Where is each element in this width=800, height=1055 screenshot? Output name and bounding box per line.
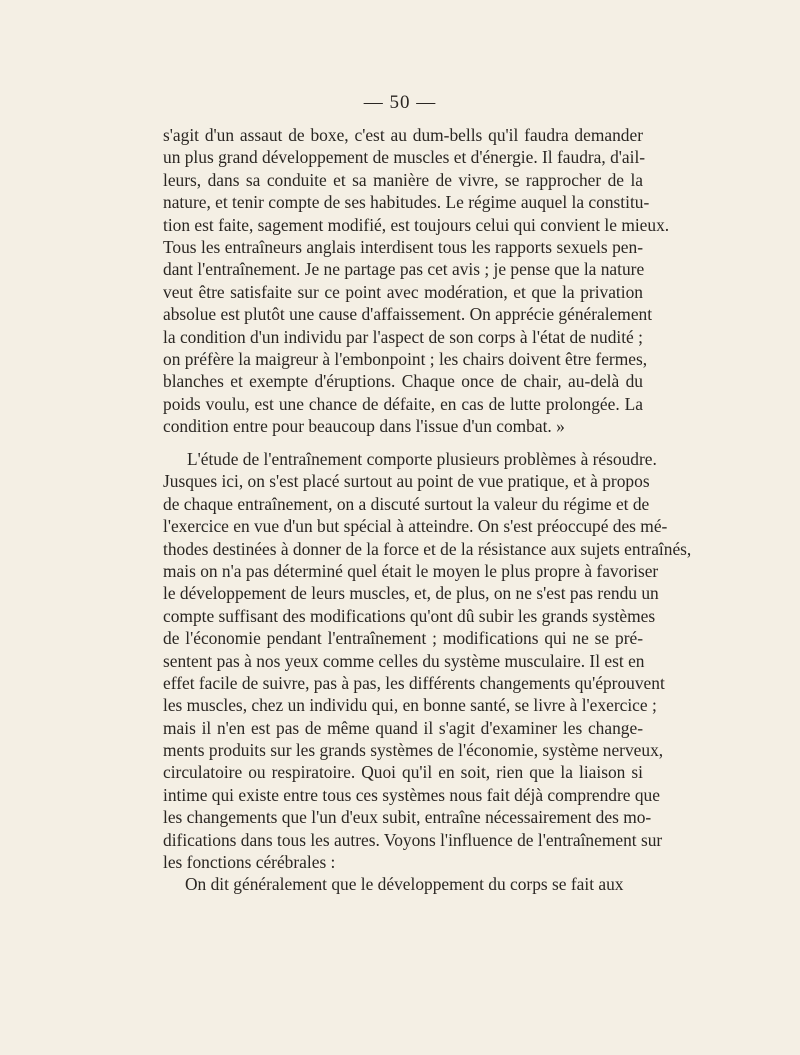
text-line: blanches et exempte d'éruptions. Chaque once de chair, au-delà du [163, 371, 643, 392]
paragraph-1 [163, 124, 670, 437]
text-line: absolue est plutôt une cause d'affaissement. On apprécie généralement [163, 304, 653, 325]
text-line: un plus grand développement de muscles et d'énergie. Il faudra, d'ail- [163, 147, 646, 168]
text-line: le développement de leurs muscles, et, de plus, on ne s'est pas rendu un [163, 583, 659, 604]
text-line: L'étude de l'entraînement comporte plusieurs problèmes à résoudre. [187, 449, 657, 469]
text-line: s'agit d'un assaut de boxe, c'est au dum-bells qu'il faudra demander [163, 125, 643, 145]
text-line: sentent pas à nos yeux comme celles du système musculaire. Il est en [163, 650, 645, 671]
text-line: les changements que l'un d'eux subit, entraîne nécessairement des mo- [163, 807, 652, 828]
text-line: compte suffisant des modifications qu'ont dû subir les grands systèmes [163, 605, 656, 626]
text-line: l'exercice en vue d'un but spécial à atteindre. On s'est préoccupé des mé- [163, 516, 668, 537]
text-line: les fonctions cérébrales : [163, 852, 336, 873]
text-line: leurs, dans sa conduite et sa manière de vivre, se rapprocher de la [163, 169, 643, 190]
text-line: nature, et tenir compte de ses habitudes. Le régime auquel la constitu- [163, 192, 650, 213]
text-line: ments produits sur les grands systèmes de l'économie, système nerveux, [163, 740, 664, 761]
text-line: thodes destinées à donner de la force et de la résistance aux sujets entraînés, [163, 538, 692, 559]
text-line: la condition d'un individu par l'aspect de son corps à l'état de nudité ; [163, 326, 643, 347]
text-line: Tous les entraîneurs anglais interdisent tous les rapports sexuels pen- [163, 236, 643, 257]
text-line: On dit généralement que le développement du corps se fait aux [185, 874, 624, 895]
text-line: condition entre pour beaucoup dans l'issue d'un combat. » [163, 416, 565, 437]
text-line: poids voulu, est une chance de défaite, en cas de lutte prolongée. La [163, 393, 643, 414]
paragraph-2 [163, 448, 692, 896]
text-line: dant l'entraînement. Je ne partage pas cet avis ; je pense que la nature [163, 259, 645, 280]
text-line: de chaque entraînement, on a discuté surtout la valeur du régime et de [163, 493, 650, 514]
text-line: tion est faite, sagement modifié, est toujours celui qui convient le mieux. [163, 214, 670, 235]
page-number: — 50 — [363, 92, 437, 113]
text-line: mais on n'a pas déterminé quel était le moyen le plus propre à favoriser [163, 560, 659, 581]
text-line: les muscles, chez un individu qui, en bonne santé, se livre à l'exercice ; [163, 695, 657, 716]
text-line: mais il n'en est pas de même quand il s'agit d'examiner les change- [163, 717, 643, 738]
text-line: intime qui existe entre tous ces systèmes nous fait déjà comprendre que [163, 784, 660, 805]
text-line: on préfère la maigreur à l'embonpoint ; les chairs doivent être fermes, [163, 348, 648, 369]
text-line: circulatoire ou respiratoire. Quoi qu'il en soit, rien que la liaison si [163, 762, 643, 783]
text-line: de l'économie pendant l'entraînement ; modifications qui ne se pré- [163, 628, 643, 649]
text-line: effet facile de suivre, pas à pas, les différents changements qu'éprouvent [163, 672, 665, 693]
text-line: Jusques ici, on s'est placé surtout au point de vue pratique, et à propos [163, 471, 650, 492]
text-line: veut être satisfaite sur ce point avec modération, et que la privation [163, 281, 643, 302]
text-line: difications dans tous les autres. Voyons l'influence de l'entraînement sur [163, 829, 663, 850]
